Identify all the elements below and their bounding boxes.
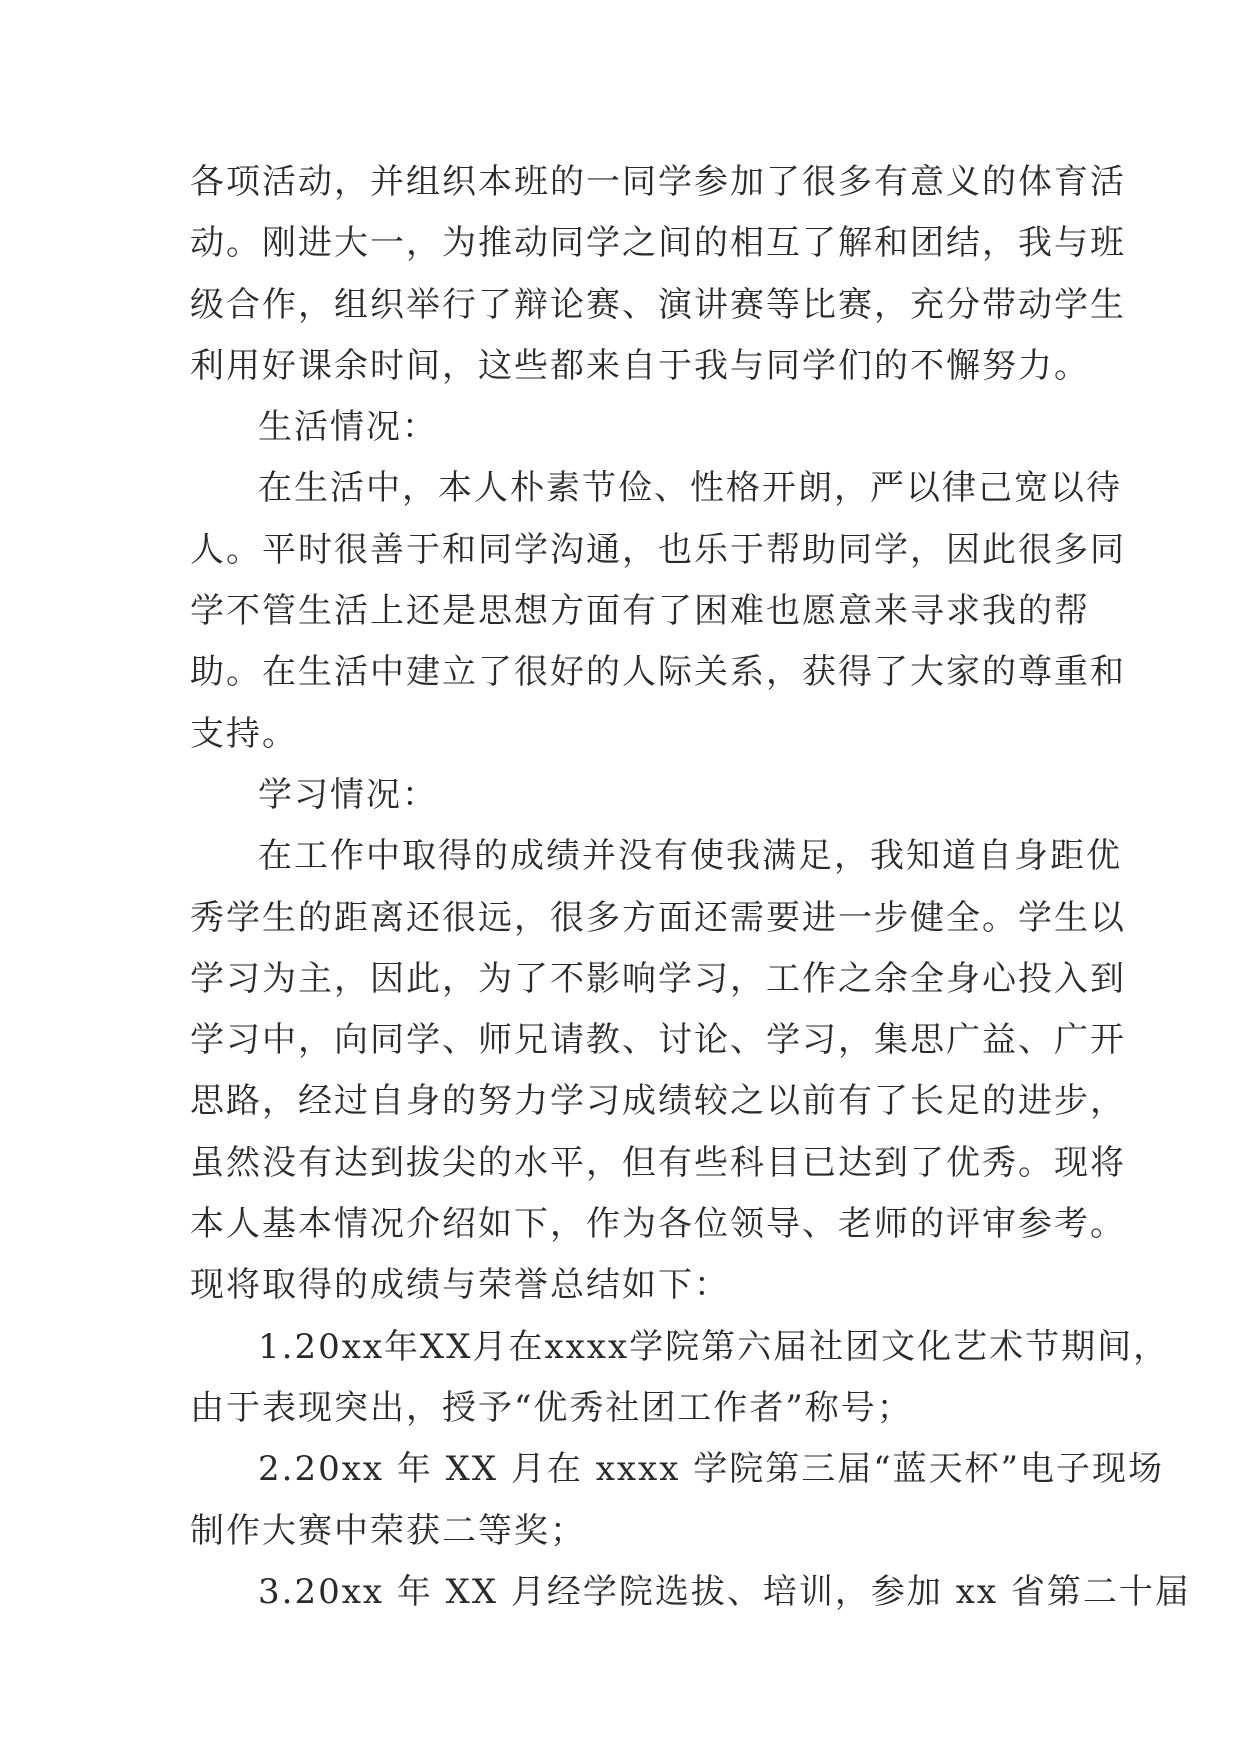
text-line: 人。平时很善于和同学沟通，也乐于帮助同学，因此很多同: [190, 529, 1126, 570]
text-line: 1.20xx年XX月在xxxx学院第六届社团文化艺术节期间，: [258, 1326, 1170, 1367]
text-line: 秀学生的距离还很远，很多方面还需要进一步健全。学生以: [190, 897, 1126, 938]
text-line: 助。在生活中建立了很好的人际关系，获得了大家的尊重和: [190, 652, 1126, 693]
text-line: 虽然没有达到拔尖的水平，但有些科目已达到了优秀。现将: [190, 1142, 1126, 1183]
text-line: 级合作，组织举行了辩论赛、演讲赛等比赛，充分带动学生: [190, 284, 1126, 325]
text-line: 制作大赛中荣获二等奖；: [190, 1510, 586, 1551]
text-line: 在生活中，本人朴素节俭、性格开朗，严以律己宽以待: [258, 468, 1122, 509]
text-line: 学习为主，因此，为了不影响学习，工作之余全身心投入到: [190, 958, 1126, 999]
text-line: 学习情况：: [258, 774, 438, 815]
text-line: 现将取得的成绩与荣誉总结如下：: [190, 1265, 730, 1306]
text-line: 各项活动，并组织本班的一同学参加了很多有意义的体育活: [190, 162, 1126, 202]
document-body: [190, 152, 1191, 1623]
text-line: 思路，经过自身的努力学习成绩较之以前有了长足的进步，: [190, 1081, 1126, 1122]
text-line: 生活情况：: [258, 407, 438, 448]
text-line: 学不管生活上还是思想方面有了困难也愿意来寻求我的帮: [190, 591, 1090, 632]
text-line: 学习中，向同学、师兄请教、讨论、学习，集思广益、广开: [190, 1020, 1126, 1061]
text-line: 3.20xx 年 XX 月经学院选拔、培训，参加 xx 省第二十届: [258, 1571, 1191, 1612]
text-line: 本人基本情况介绍如下，作为各位领导、老师的评审参考。: [190, 1204, 1126, 1245]
text-line: 在工作中取得的成绩并没有使我满足，我知道自身距优: [258, 836, 1122, 877]
text-line: 动。刚进大一，为推动同学之间的相互了解和团结，我与班: [190, 223, 1126, 264]
text-line: 由于表现突出，授予“优秀社团工作者”称号；: [190, 1387, 913, 1428]
text-line: 支持。: [190, 713, 298, 754]
text-line: 利用好课余时间，这些都来自于我与同学们的不懈努力。: [190, 345, 1090, 386]
text-line: 2.20xx 年 XX 月在 xxxx 学院第三届“蓝天杯”电子现场: [258, 1449, 1164, 1490]
